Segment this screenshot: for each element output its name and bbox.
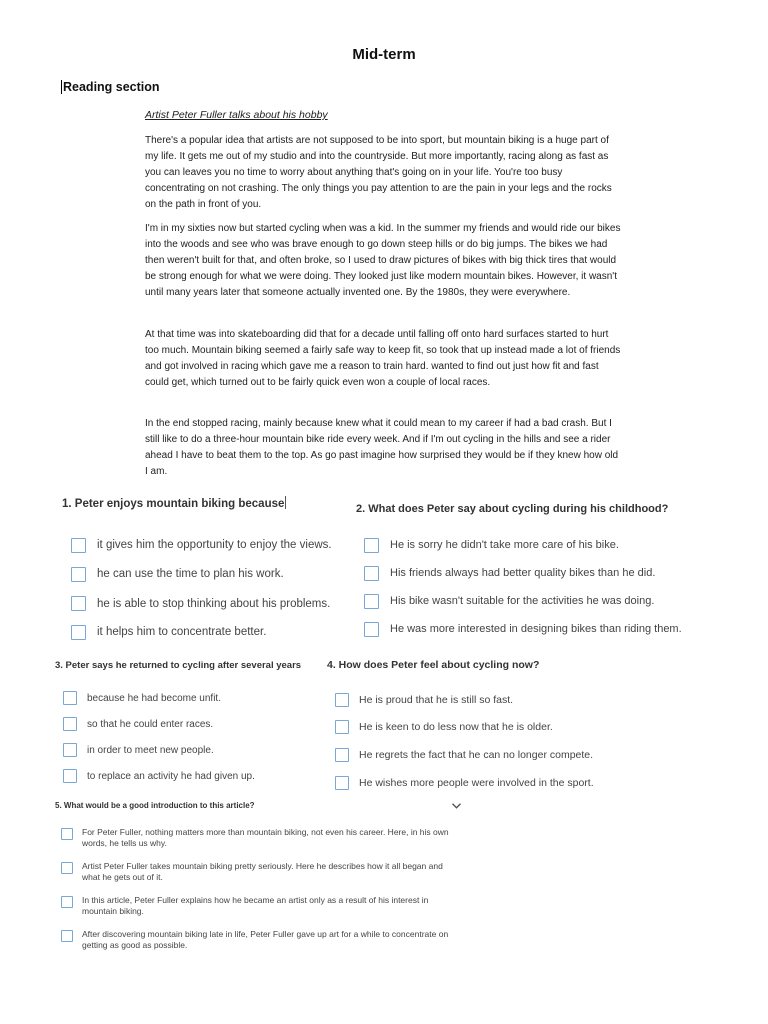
question-2-label: 2. What does Peter say about cycling during his childhood? — [356, 503, 669, 515]
question-2-options — [364, 531, 682, 643]
article-paragraph: At that time was into skateboarding did that for a decade until falling off onto hard surfaces started to hurt too much. Mountain biking seemed a fairly safe way to keep fit, so took that up instead made a lot of friends and got involved in racing which gave me a reason to train hard. wanted to find out just how fit and fast could get, which turned out to be fairly quick even won a couple of local races. — [145, 329, 621, 388]
section-label: Reading section — [63, 80, 160, 94]
option[interactable] — [364, 531, 682, 559]
option-label: He regrets the fact that he can no longer compete. — [359, 749, 594, 761]
checkbox[interactable] — [364, 622, 379, 637]
checkbox[interactable] — [335, 748, 349, 762]
option[interactable] — [335, 686, 594, 713]
question-3-options — [63, 685, 255, 789]
article-paragraph: In the end stopped racing, mainly because knew what it could mean to my career if had a bad crash. But I still like to do a three-hour mountain bike ride every week. And if I'm out cycling in the hills and see a rider ahead I have to beat them to the top. As go past imagine how surprised they would be if they knew how old I am. — [145, 418, 619, 477]
question-1-options — [71, 531, 332, 646]
option-label: He is sorry he didn't take more care of his bike. — [390, 539, 619, 551]
option-label: Artist Peter Fuller takes mountain biking pretty seriously. Here he describes how it all began and what he gets out of it. — [82, 861, 443, 882]
option-label: to replace an activity he had given up. — [87, 770, 255, 782]
checkbox[interactable] — [61, 896, 73, 908]
checkbox[interactable] — [63, 717, 77, 731]
option[interactable] — [61, 827, 471, 861]
option-label: His friends always had better quality bikes than he did. — [390, 567, 656, 579]
checkbox[interactable] — [61, 828, 73, 840]
text-cursor — [285, 496, 286, 509]
checkbox[interactable] — [335, 720, 349, 734]
option[interactable] — [364, 559, 682, 587]
option[interactable] — [71, 531, 332, 559]
checkbox[interactable] — [63, 769, 77, 783]
checkbox[interactable] — [335, 776, 349, 790]
question-5-label: 5. What would be a good introduction to this article? — [55, 801, 255, 810]
checkbox[interactable] — [71, 567, 86, 582]
checkbox[interactable] — [61, 862, 73, 874]
checkbox[interactable] — [364, 566, 379, 581]
option-label: For Peter Fuller, nothing matters more than mountain biking, not even his career. Here, in his own words, he tells us why. — [82, 827, 449, 848]
option-label: He wishes more people were involved in the sport. — [359, 776, 594, 789]
option[interactable] — [63, 737, 255, 763]
checkbox[interactable] — [63, 743, 77, 757]
checkbox[interactable] — [364, 538, 379, 553]
page-title: Mid-term — [352, 46, 416, 63]
question-3-label: 3. Peter says he returned to cycling after several years — [55, 660, 302, 671]
option-label: He is proud that he is still so fast. — [359, 693, 514, 706]
option[interactable] — [364, 587, 682, 615]
option-label: His bike wasn't suitable for the activities he was doing. — [390, 595, 655, 607]
option[interactable] — [364, 615, 682, 643]
option[interactable] — [71, 589, 332, 618]
question-4-options — [335, 686, 594, 796]
option[interactable] — [61, 895, 471, 929]
option-label: He was more interested in designing bikes than riding them. — [390, 623, 682, 635]
option-label: In this article, Peter Fuller explains how he became an artist only as a result of his interest in mountain biking. — [82, 895, 429, 916]
option[interactable] — [335, 713, 594, 741]
checkbox[interactable] — [71, 596, 86, 611]
article-paragraph: I'm in my sixties now but started cycling when was a kid. In the summer my friends and would ride our bikes into the woods and see who was brave enough to go down steep hills or do big jumps. The bikes we had then weren't built for that, and often broke, so I used to draw pictures of bikes with big thick tires that would be strong enough for what we were doing. They looked just like modern mountain bikes. However, it wasn't until many years later that someone actually invented one. By the 1980s, they were everywhere. — [145, 223, 621, 298]
option-label: After discovering mountain biking late in life, Peter Fuller gave up art for a while to concentrate on getting as good as possible. — [82, 929, 449, 950]
checkbox[interactable] — [63, 691, 77, 705]
option[interactable] — [63, 685, 255, 711]
option[interactable] — [63, 711, 255, 737]
option[interactable] — [61, 929, 471, 963]
checkbox[interactable] — [364, 594, 379, 609]
option-label: it helps him to concentrate better. — [97, 626, 267, 638]
option-label: because he had become unfit. — [87, 692, 221, 704]
checkbox[interactable] — [71, 625, 86, 640]
question-4-label: 4. How does Peter feel about cycling now? — [327, 659, 540, 671]
option-label: it gives him the opportunity to enjoy the views. — [97, 539, 332, 551]
option-label: so that he could enter races. — [87, 718, 214, 730]
checkbox[interactable] — [335, 693, 349, 707]
checkbox[interactable] — [61, 930, 73, 942]
option[interactable] — [61, 861, 471, 895]
question-1-label: 1. Peter enjoys mountain biking because — [62, 498, 285, 510]
option[interactable] — [63, 763, 255, 789]
option-label: in order to meet new people. — [87, 744, 214, 756]
option[interactable] — [71, 559, 332, 589]
checkbox[interactable] — [71, 538, 86, 553]
option[interactable] — [71, 618, 332, 646]
chevron-down-icon[interactable] — [451, 802, 462, 810]
option-label: he can use the time to plan his work. — [97, 568, 284, 580]
option-label: He is keen to do less now that he is older. — [359, 721, 553, 733]
article-paragraph: There's a popular idea that artists are not supposed to be into sport, but mountain biking is a huge part of my life. It gets me out of my studio and into the countryside. But more importantly, racing along as fast as you can leaves you no time to worry about anything that's going on in your life. You're too busy concentrating on not crashing. The only things you pay attention to are the pain in your legs and the rocks on the path in front of you. — [145, 135, 612, 210]
question-5-options — [61, 827, 471, 963]
option[interactable] — [335, 741, 594, 769]
option-label: he is able to stop thinking about his problems. — [97, 597, 331, 610]
article-title: Artist Peter Fuller talks about his hobby — [145, 109, 328, 121]
option[interactable] — [335, 769, 594, 796]
